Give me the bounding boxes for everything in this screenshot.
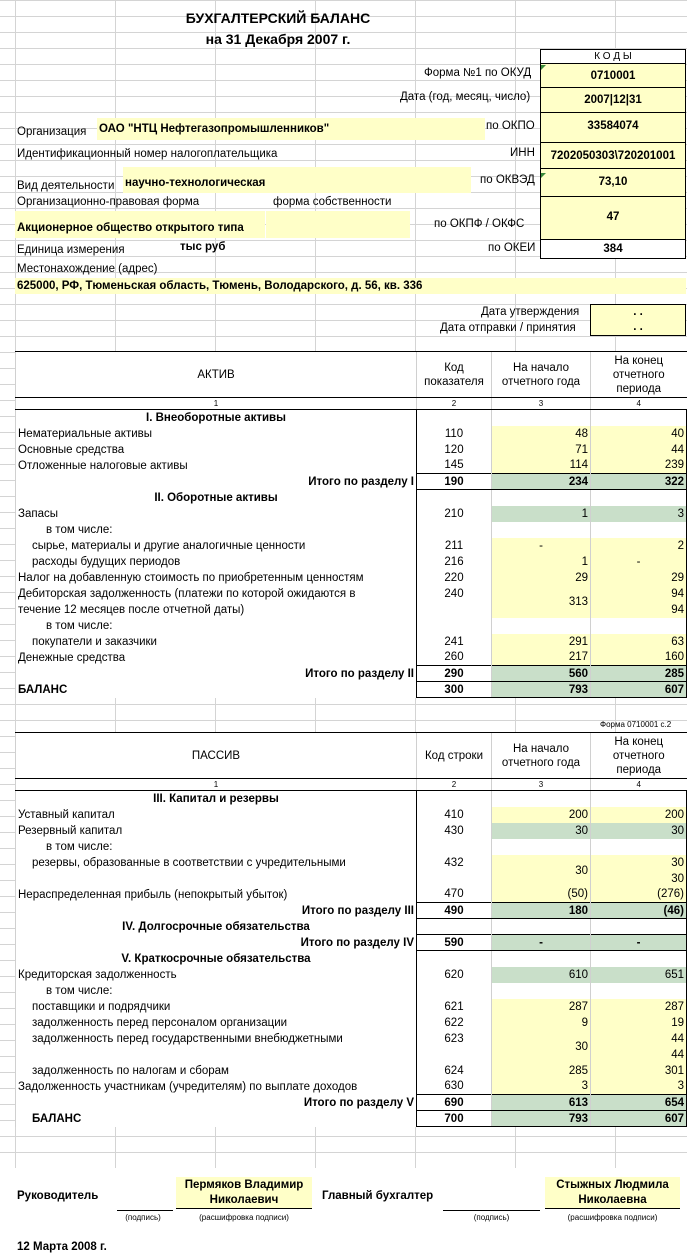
- label-inn: ИНН: [510, 147, 535, 159]
- head-name-field[interactable]: Пермяков Владимир Николаевич: [176, 1177, 312, 1209]
- code-inn[interactable]: 7202050303\720201001: [541, 143, 685, 169]
- org-name-field[interactable]: ОАО "НТЦ Нефтегазопромышленников": [97, 118, 485, 140]
- sent-date[interactable]: . .: [633, 321, 643, 333]
- report-sign-date: 12 Марта 2008 г.: [17, 1241, 107, 1253]
- table-row: Запасы 210 1 3: [16, 506, 687, 522]
- label-okud: Форма №1 по ОКУД: [424, 67, 532, 79]
- aktiv-header: АКТИВ: [16, 352, 417, 398]
- col-num: 2: [417, 398, 492, 410]
- table-row: резервы, образованные в соответствии с учредительными 432 30 30: [16, 855, 687, 871]
- table-row: Итого по разделу I 190 234 322: [16, 474, 687, 490]
- section-title: I. Внеоборотные активы: [16, 410, 417, 426]
- table-row: Основные средства 120 71 44: [16, 442, 687, 458]
- table-row: Итого по разделу III 490 180 (46): [16, 903, 687, 919]
- code-okpo[interactable]: 33584074: [541, 113, 685, 143]
- activity-field[interactable]: научно-технологическая: [123, 167, 471, 193]
- label-chief: Главный бухгалтер: [322, 1190, 434, 1202]
- approval-date[interactable]: . .: [633, 306, 643, 318]
- address-field[interactable]: 625000, РФ, Тюменьская область, Тюмень, Володарского, д. 56, кв. 336: [15, 278, 686, 294]
- label-unit: Единица измерения: [17, 244, 125, 256]
- chief-sign-line: [443, 1210, 540, 1211]
- report-date: на 31 Декабря 2007 г.: [205, 31, 351, 47]
- col-num: 4: [591, 398, 687, 410]
- table-row: задолженность по налогам и сборам 624 285 301: [16, 1063, 687, 1079]
- col-num: 1: [16, 398, 417, 410]
- table-row: Кредиторская задолженность 620 610 651: [16, 967, 687, 983]
- table-row: поставщики и подрядчики 621 287 287: [16, 999, 687, 1015]
- head-decode-caption: (расшифровка подписи): [199, 1213, 289, 1222]
- section-title: III. Капитал и резервы: [16, 791, 417, 807]
- label-org: Организация: [17, 126, 87, 138]
- approval-dates-box[interactable]: [590, 304, 686, 336]
- head-sign-caption: (подпись): [125, 1213, 161, 1222]
- code-okved[interactable]: 73,10: [541, 169, 685, 197]
- label-okpo: по ОКПО: [486, 120, 535, 132]
- aktiv-end-header: На конец отчетного периода: [591, 352, 687, 398]
- chief-decode-caption: (расшифровка подписи): [567, 1213, 658, 1222]
- table-row: Уставный капитал 410 200 200: [16, 807, 687, 823]
- table-row: Задолженность участникам (учредителям) по выплате доходов 630 3 3: [16, 1079, 687, 1095]
- aktiv-code-header: Код показателя: [417, 352, 492, 398]
- table-row: задолженность перед государственными внебюджетными 623 30 44: [16, 1031, 687, 1047]
- passiv-header: ПАССИВ: [16, 733, 417, 779]
- label-okopf: по ОКПФ / ОКФС: [434, 218, 525, 230]
- table-row: сырье, материалы и другие аналогичные ценности 211 - 2: [16, 538, 687, 554]
- col-num: 4: [591, 779, 687, 791]
- table-row: Денежные средства 260 217 160: [16, 650, 687, 666]
- unit-value: тыс руб: [180, 241, 226, 253]
- table-row: покупатели и заказчики 241 291 63: [16, 634, 687, 650]
- passiv-end-header: На конец отчетного периода: [591, 733, 687, 779]
- ownership-field[interactable]: [266, 211, 410, 238]
- label-approval: Дата утверждения: [481, 306, 580, 318]
- label-legal-form: Организационно-правовая форма: [17, 196, 200, 208]
- section-title: II. Оборотные активы: [16, 490, 417, 506]
- section-title: IV. Долгосрочные обязательства: [16, 919, 417, 935]
- code-okopf[interactable]: 47: [541, 197, 685, 240]
- col-num: 1: [16, 779, 417, 791]
- label-address: Местонахождение (адрес): [17, 263, 158, 275]
- table-row: Нераспределенная прибыль (непокрытый убыток) 470 (50) (276): [16, 887, 687, 903]
- label-sent: Дата отправки / принятия: [440, 322, 576, 334]
- aktiv-start-header: На начало отчетного года: [492, 352, 591, 398]
- codes-header: К О Д Ы: [541, 50, 685, 64]
- table-row: Нематериальные активы 110 48 40: [16, 426, 687, 442]
- form-page-label: Форма 0710001 с.2: [600, 720, 672, 729]
- cell-marker-icon: [541, 65, 546, 70]
- passiv-table: ПАССИВ Код строки На начало отчетного года На конец отчетного периода 1 2 3 4 III. Капитал и резервы Уставный капитал 410 200 200 Резервный капитал 430 30 30 в том числе: резервы, образованные в соответствии с учредительными 432 30 30 30 Нераспределенная прибыль (непокрытый убыток) 470 (50) (276) Итого по разделу III 490 180 (46) IV. Долгосрочные обязательства Итого по разделу IV 590 - - V. Краткосрочные обязательства Кредиторская задолженность 620 610 651 в том числе: поставщики и подрядчики 621 287 287 задолженность перед персоналом организации 622 9 19 задолженность перед государственными внебюджетными 623 30 44 44 задолженность по налогам и сборам 624 285 301 Задолженность участникам (учредителям) по выплате доходов 630 3 3 Итого по разделу V 690 613 654 БАЛАНС 700 793 607: [15, 732, 687, 1127]
- code-okud[interactable]: 0710001: [541, 64, 685, 88]
- label-head: Руководитель: [17, 1190, 99, 1202]
- table-row: Налог на добавленную стоимость по приобретенным ценностям 220 29 29: [16, 570, 687, 586]
- section-title: V. Краткосрочные обязательства: [16, 951, 417, 967]
- table-row: Итого по разделу II 290 560 285: [16, 666, 687, 682]
- head-sign-line: [117, 1210, 173, 1211]
- label-inn-full: Идентификационный номер налогоплательщика: [17, 148, 278, 160]
- passiv-code-header: Код строки: [417, 733, 492, 779]
- cell-marker-icon: [541, 173, 546, 178]
- table-row: Итого по разделу V 690 613 654: [16, 1095, 687, 1111]
- label-okei: по ОКЕИ: [488, 242, 536, 254]
- table-row: расходы будущих периодов 216 1 -: [16, 554, 687, 570]
- chief-sign-caption: (подпись): [473, 1213, 510, 1222]
- label-date: Дата (год, месяц, число): [400, 91, 531, 103]
- table-row: задолженность перед персоналом организации 622 9 19: [16, 1015, 687, 1031]
- col-num: 3: [492, 398, 591, 410]
- table-row: БАЛАНС 300 793 607: [16, 682, 687, 698]
- table-row: Отложенные налоговые активы 145 114 239: [16, 458, 687, 474]
- label-okved: по ОКВЭД: [480, 174, 535, 186]
- table-row: Резервный капитал 430 30 30: [16, 823, 687, 839]
- chief-name-field[interactable]: Стыжных Людмила Николаевна: [545, 1177, 680, 1209]
- label-ownership: форма собственности: [273, 196, 392, 208]
- codes-box: [540, 49, 686, 259]
- table-row: Дебиторская задолженность (платежи по которой ожидаются в 240 313 94: [16, 586, 687, 602]
- code-date[interactable]: 2007|12|31: [541, 88, 685, 113]
- legal-form-field[interactable]: Акционерное общество открытого типа: [15, 211, 265, 238]
- passiv-start-header: На начало отчетного года: [492, 733, 591, 779]
- table-row: Итого по разделу IV 590 - -: [16, 935, 687, 951]
- aktiv-table: АКТИВ Код показателя На начало отчетного года На конец отчетного периода 1 2 3 4 I. Внеоборотные активы Нематериальные активы 110 48 40 Основные средства 120 71 44 Отложенные налоговые активы 145 114 239 Итого по разделу I 190 234 322 II. Оборотные активы Запасы 210 1 3 в том числе: сырье, материалы и другие аналогичные ценности 211 - 2 расходы будущих периодов 216 1 - Налог на добавленную стоимость по приобретенным ценностям 220 29 29 Дебиторская задолженность (платежи по которой ожидаются в 240 313 94 течение 12 месяцев после отчетной даты) 94 в том числе: покупатели и заказчики 241 291 63 Денежные средства 260 217 160 Итого по разделу II 290 560 285 БАЛАНС 300 793 607: [15, 351, 687, 698]
- report-title: БУХГАЛТЕРСКИЙ БАЛАНС: [185, 10, 371, 26]
- col-num: 2: [417, 779, 492, 791]
- col-num: 3: [492, 779, 591, 791]
- table-row: БАЛАНС 700 793 607: [16, 1111, 687, 1127]
- label-activity: Вид деятельности: [17, 180, 115, 192]
- code-okei[interactable]: 384: [603, 243, 623, 255]
